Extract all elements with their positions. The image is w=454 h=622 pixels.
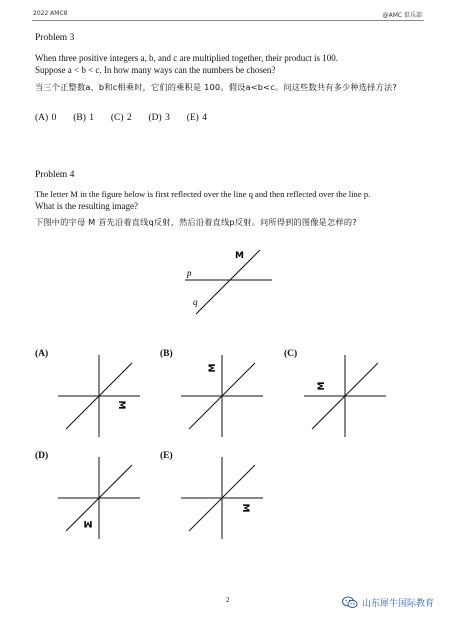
line-p-label: p [187, 268, 192, 278]
header-left: 2022 AMC8 [33, 10, 68, 17]
main-figure-drawing [180, 248, 280, 318]
option-a-glyph: M [116, 400, 126, 410]
main-figure-letter: M [235, 251, 244, 261]
option-e-label[interactable]: (E) [160, 451, 173, 461]
option-c-label[interactable]: (C) [284, 349, 298, 359]
problem-3-line-1: When three positive integers a, b, and c are multiplied together, their product is 100. [35, 53, 339, 63]
problem-4-chinese: 下图中的字母 M 首先沿着直线q反射，然后沿着直线p反射。问所得到的图像是怎样的? [35, 217, 357, 227]
main-figure [180, 248, 280, 318]
option-e-figure[interactable] [181, 457, 263, 539]
option-b-glyph: M [208, 363, 218, 373]
option-c-figure[interactable] [304, 355, 386, 437]
watermark [342, 596, 434, 609]
problem-3-title: Problem 3 [35, 33, 75, 43]
problem-3-choices: (A) 0 (B) 1 (C) 2 (D) 3 (E) 4 [35, 113, 207, 123]
option-c-glyph: M [317, 381, 327, 391]
option-d-figure[interactable] [58, 457, 140, 539]
problem-4-line-2: What is the resulting image? [35, 201, 138, 211]
option-a-figure[interactable] [58, 355, 140, 437]
line-q-label: q [193, 297, 198, 307]
watermark-text: 山东犀牛国际教育 [361, 599, 434, 609]
option-d-glyph: M [83, 518, 93, 528]
option-d-label[interactable]: (D) [35, 451, 49, 461]
header-right: @AMC 俱乐部 [382, 12, 422, 19]
option-b-figure[interactable] [181, 355, 263, 437]
wechat-icon [342, 596, 358, 609]
problem-3-line-2: Suppose a < b < c. In how many ways can the numbers be chosen? [35, 65, 276, 75]
page-number: 2 [226, 596, 230, 604]
option-b-label[interactable]: (B) [160, 349, 173, 359]
header-divider [32, 20, 424, 21]
problem-3-chinese: 当三个正整数a、b和c相乘时，它们的乘积是 100。假设a<b<c。问这些数共有多少种选择方法? [35, 82, 397, 92]
problem-4-title: Problem 4 [35, 170, 75, 180]
option-e-glyph: M [240, 503, 250, 513]
option-a-label[interactable]: (A) [35, 349, 49, 359]
problem-4-line-1: The letter M in the figure below is first reflected over the line q and then reflected over the line p. [35, 189, 371, 199]
